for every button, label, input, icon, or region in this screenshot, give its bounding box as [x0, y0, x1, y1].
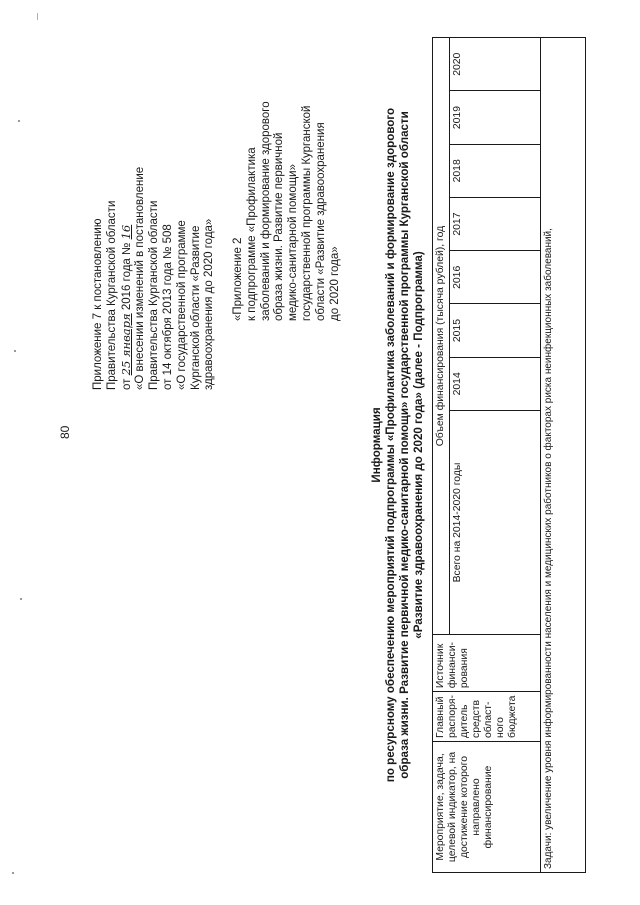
appendix-2-line: образа жизни. Развитие первичной — [273, 132, 286, 321]
task-cell: Задачи: увеличение уровня информированности населения и медицинских работников о факторах риска неинфекционных заболеваний, — [541, 38, 586, 873]
heading-line: по ресурсному обеспечению мероприятий подпрограммы «Профилактика заболеваний и формирование здорового — [384, 107, 397, 783]
table-row — [541, 38, 586, 873]
appendix-2-line: государственной программы Курганской — [300, 105, 313, 321]
appendix-7-note — [92, 20, 217, 390]
header-volume: Объем финансирования (тысяча рублей), год — [433, 38, 450, 635]
handwritten-date: 25 января — [118, 313, 133, 376]
appendix-7-line: Курганской области «Развитие — [189, 225, 202, 390]
heading-line: образа жизни. Развитие первичной медико-санитарной помощи» государственной программы Курганской области — [398, 111, 411, 779]
table-header-row — [433, 38, 450, 873]
header-total: Всего на 2014-2020 годы — [450, 410, 541, 634]
appendix-7-line: «О государственной программе — [175, 220, 188, 390]
document-heading — [370, 45, 426, 845]
heading-title: Информация — [370, 407, 383, 483]
header-source: Источник финанси-рования — [433, 635, 541, 692]
header-year-2016: 2016 — [450, 251, 541, 304]
funding-table — [432, 37, 586, 873]
appendix-7-line: Правительства Курганской области — [105, 200, 118, 390]
appendix-7-line: Приложение 7 к постановлению — [92, 218, 104, 390]
handwritten-number: 16 — [118, 224, 133, 240]
header-manager: Главный распоря-дитель средств област-ного бюджета — [433, 692, 541, 742]
appendix-7-line: здравоохранения до 2020 года» — [203, 218, 216, 390]
appendix-2-line: «Приложение 2 — [232, 237, 244, 321]
appendix-2-line: области «Развитие здравоохранения — [314, 122, 327, 321]
date-suffix: 2016 года № — [120, 242, 133, 311]
header-year-2018: 2018 — [450, 144, 541, 197]
header-year-2019: 2019 — [450, 91, 541, 144]
header-year-2014: 2014 — [450, 357, 541, 410]
appendix-7-date-line — [120, 20, 135, 390]
appendix-2-line: к подпрограмме «Профилактика — [245, 147, 258, 321]
date-prefix: от — [120, 378, 133, 390]
appendix-2-line: до 2020 года» — [328, 246, 341, 321]
page-number: 80 — [58, 425, 72, 439]
appendix-7-line: «О внесении изменений в постановление — [134, 166, 147, 390]
header-measure: Мероприятие, задача, целевой индикатор, на достижение которого направлено финансирование — [433, 742, 541, 873]
header-year-2015: 2015 — [450, 304, 541, 357]
heading-line: «Развитие здравоохранения до 2020 года» (далее - Подпрограмма) — [412, 251, 425, 639]
appendix-7-line: Правительства Курганской области — [148, 200, 161, 390]
appendix-2-line: медико-санитарной помощи» — [287, 164, 300, 321]
appendix-2-line: заболеваний и формирование здорового — [259, 101, 272, 321]
appendix-7-line: от 14 октября 2013 года № 508 — [161, 224, 174, 390]
header-year-2020: 2020 — [450, 38, 541, 91]
appendix-2-note — [232, 21, 342, 321]
header-year-2017: 2017 — [450, 197, 541, 250]
